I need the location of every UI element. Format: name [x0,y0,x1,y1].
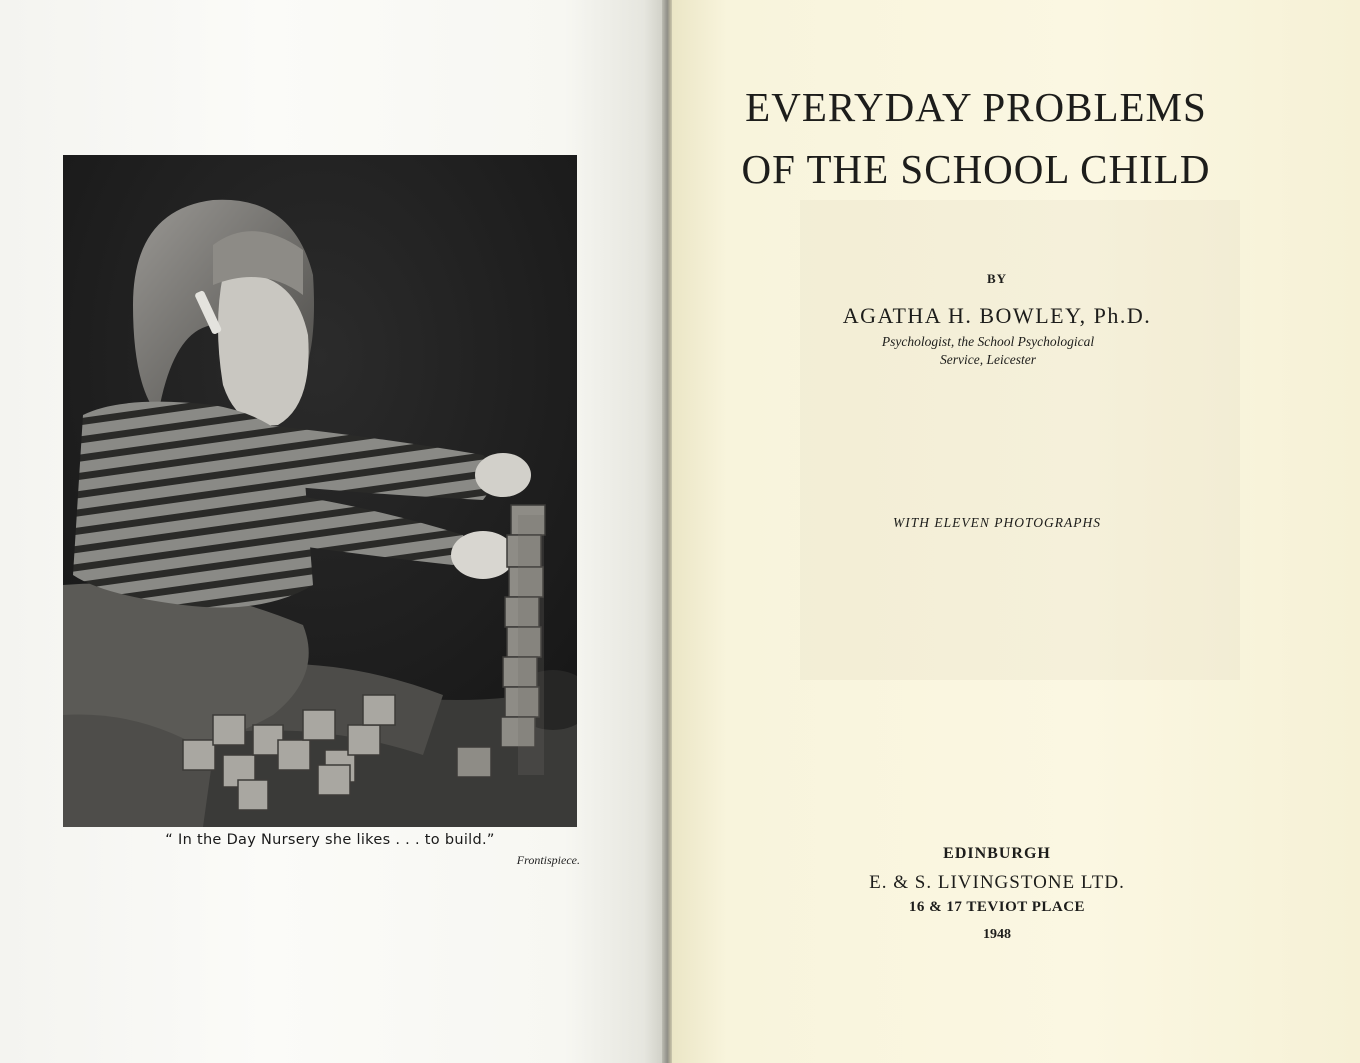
frontispiece-photo [63,155,577,827]
publisher-city: EDINBURGH [943,845,1051,862]
photo-caption: “ In the Day Nursery she likes . . . to build.” [165,832,495,848]
book-title-line-1: EVERYDAY PROBLEMS [745,84,1207,130]
child-building-blocks-photo [63,155,577,827]
publisher-address: 16 & 17 TEVIOT PLACE [908,899,1086,915]
frontispiece-page [0,0,664,1063]
by-label: BY [986,271,1008,286]
author-degree: Ph.D. [1093,303,1152,328]
illustrations-note: WITH ELEVEN PHOTOGRAPHS [893,515,1101,530]
book-title-line-2: OF THE SCHOOL CHILD [741,146,1211,192]
publication-year: 1948 [983,927,1011,942]
author-name-text: AGATHA H. BOWLEY, [842,303,1087,328]
author-name [672,303,1322,329]
frontispiece-label: Frontispiece. [516,853,580,867]
publisher-name: E. & S. LIVINGSTONE LTD. [869,872,1125,893]
author-affiliation [838,333,1138,369]
affiliation-line-2: Service, Leicester [940,352,1036,367]
affiliation-line-1: Psychologist, the School Psychological [881,334,1095,349]
